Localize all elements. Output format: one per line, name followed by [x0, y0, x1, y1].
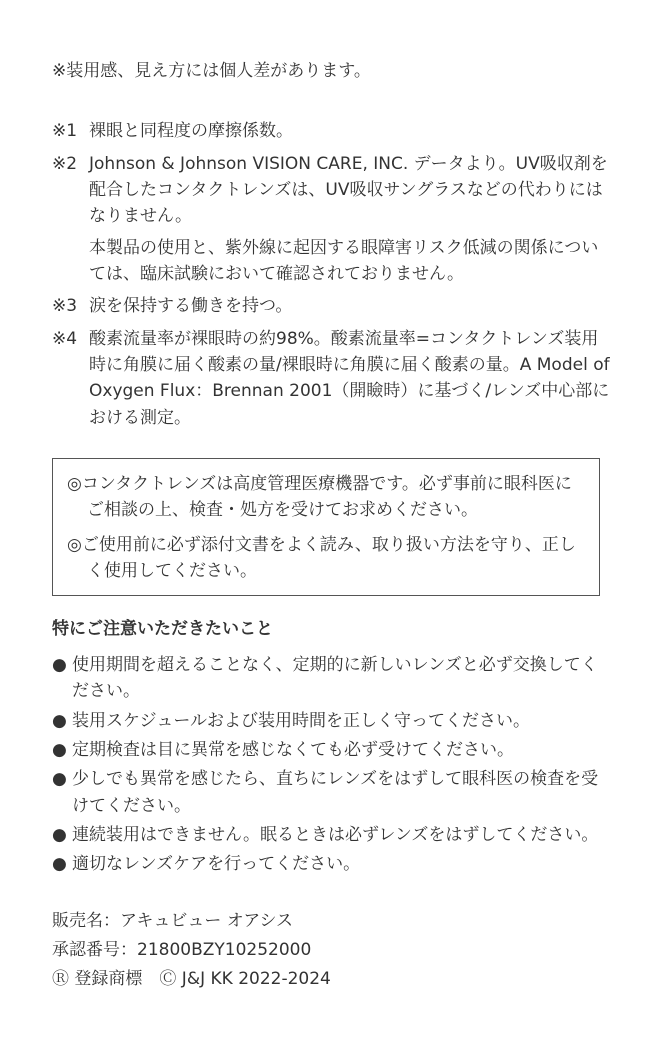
- notice-box: [52, 458, 600, 595]
- caution-text: 適切なレンズケアを行ってください。: [72, 854, 361, 875]
- bullet-icon: ●: [52, 769, 67, 790]
- caution-title: 特にご注意いただきたいこと: [52, 618, 273, 639]
- caution-list: [52, 652, 612, 878]
- footnote-text: 酸素流量率が裸眼時の約98%。酸素流量率=コンタクトレンズ装用時に角膜に届く酸素の量/裸眼時に角膜に届く酸素の量。A Model of Oxygen Flux：Brennan 2001（開瞼時）に基づく/レンズ中心部における測定。: [89, 328, 610, 428]
- bullet-icon: ●: [52, 854, 67, 875]
- caution-text: 少しでも異常を感じたら、直ちにレンズをはずして眼科医の検査を受けてください。: [72, 769, 599, 816]
- caution-text: 装用スケジュールおよび装用時間を正しく守ってください。: [72, 710, 530, 731]
- caution-item: [52, 652, 612, 705]
- approval-number: 承認番号：21800BZY10252000: [52, 939, 312, 960]
- caution-item: [52, 708, 612, 734]
- caution-text: 定期検査は目に異常を感じなくても必ず受けてください。: [72, 739, 514, 760]
- seller-name: 販売名：アキュビュー オアシス: [52, 910, 294, 931]
- footnote-text: 本製品の使用と、紫外線に起因する眼障害リスク低減の関係については、臨床試験において確認されておりません。: [89, 237, 599, 285]
- caution-text: 使用期間を超えることなく、定期的に新しいレンズと必ず交換してください。: [72, 654, 598, 702]
- footnote-mark: ※2: [52, 153, 78, 174]
- footnote-4: [52, 326, 612, 436]
- trademark-copyright: Ⓡ 登録商標 Ⓒ J&J KK 2022-2024: [52, 969, 331, 990]
- caution-text: 連続装用はできません。眠るときは必ずレンズをはずしてください。: [72, 824, 599, 845]
- footnote-text: 裸眼と同程度の摩擦係数。: [89, 121, 293, 142]
- notice-item: ◎コンタクトレンズは高度管理医療機器です。必ず事前に眼科医にご相談の上、検査・処方を受けてお求めください。: [67, 474, 572, 521]
- bullet-icon: ●: [52, 710, 67, 731]
- footnote-text: Johnson & Johnson VISION CARE, INC. データより。UV吸収剤を配合したコンタクトレンズは、UV吸収サングラスなどの代わりにはなりません。: [89, 153, 608, 227]
- caution-item: [52, 766, 612, 819]
- bullet-icon: ●: [52, 739, 67, 760]
- bullet-icon: ●: [52, 824, 67, 845]
- footnote-mark: ※4: [52, 328, 78, 349]
- notice-item: ◎ご使用前に必ず添付文書をよく読み、取り扱い方法を守り、正しく使用してください。: [67, 534, 576, 582]
- bullet-icon: ●: [52, 654, 67, 675]
- footnotes: [52, 118, 612, 436]
- footnote-3: [52, 293, 612, 324]
- caution-item: [52, 851, 612, 877]
- caution-item: [52, 822, 612, 848]
- caution-item: [52, 737, 612, 763]
- footnote-1: [52, 118, 612, 149]
- footnote-2: [52, 151, 612, 293]
- product-info: [52, 908, 612, 993]
- intro-note: ※装用感、見え方には個人差があります。: [52, 61, 371, 81]
- footnote-mark: ※1: [52, 121, 78, 142]
- footnote-mark: ※3: [52, 296, 78, 317]
- footnote-text: 涙を保持する働きを持つ。: [89, 296, 293, 317]
